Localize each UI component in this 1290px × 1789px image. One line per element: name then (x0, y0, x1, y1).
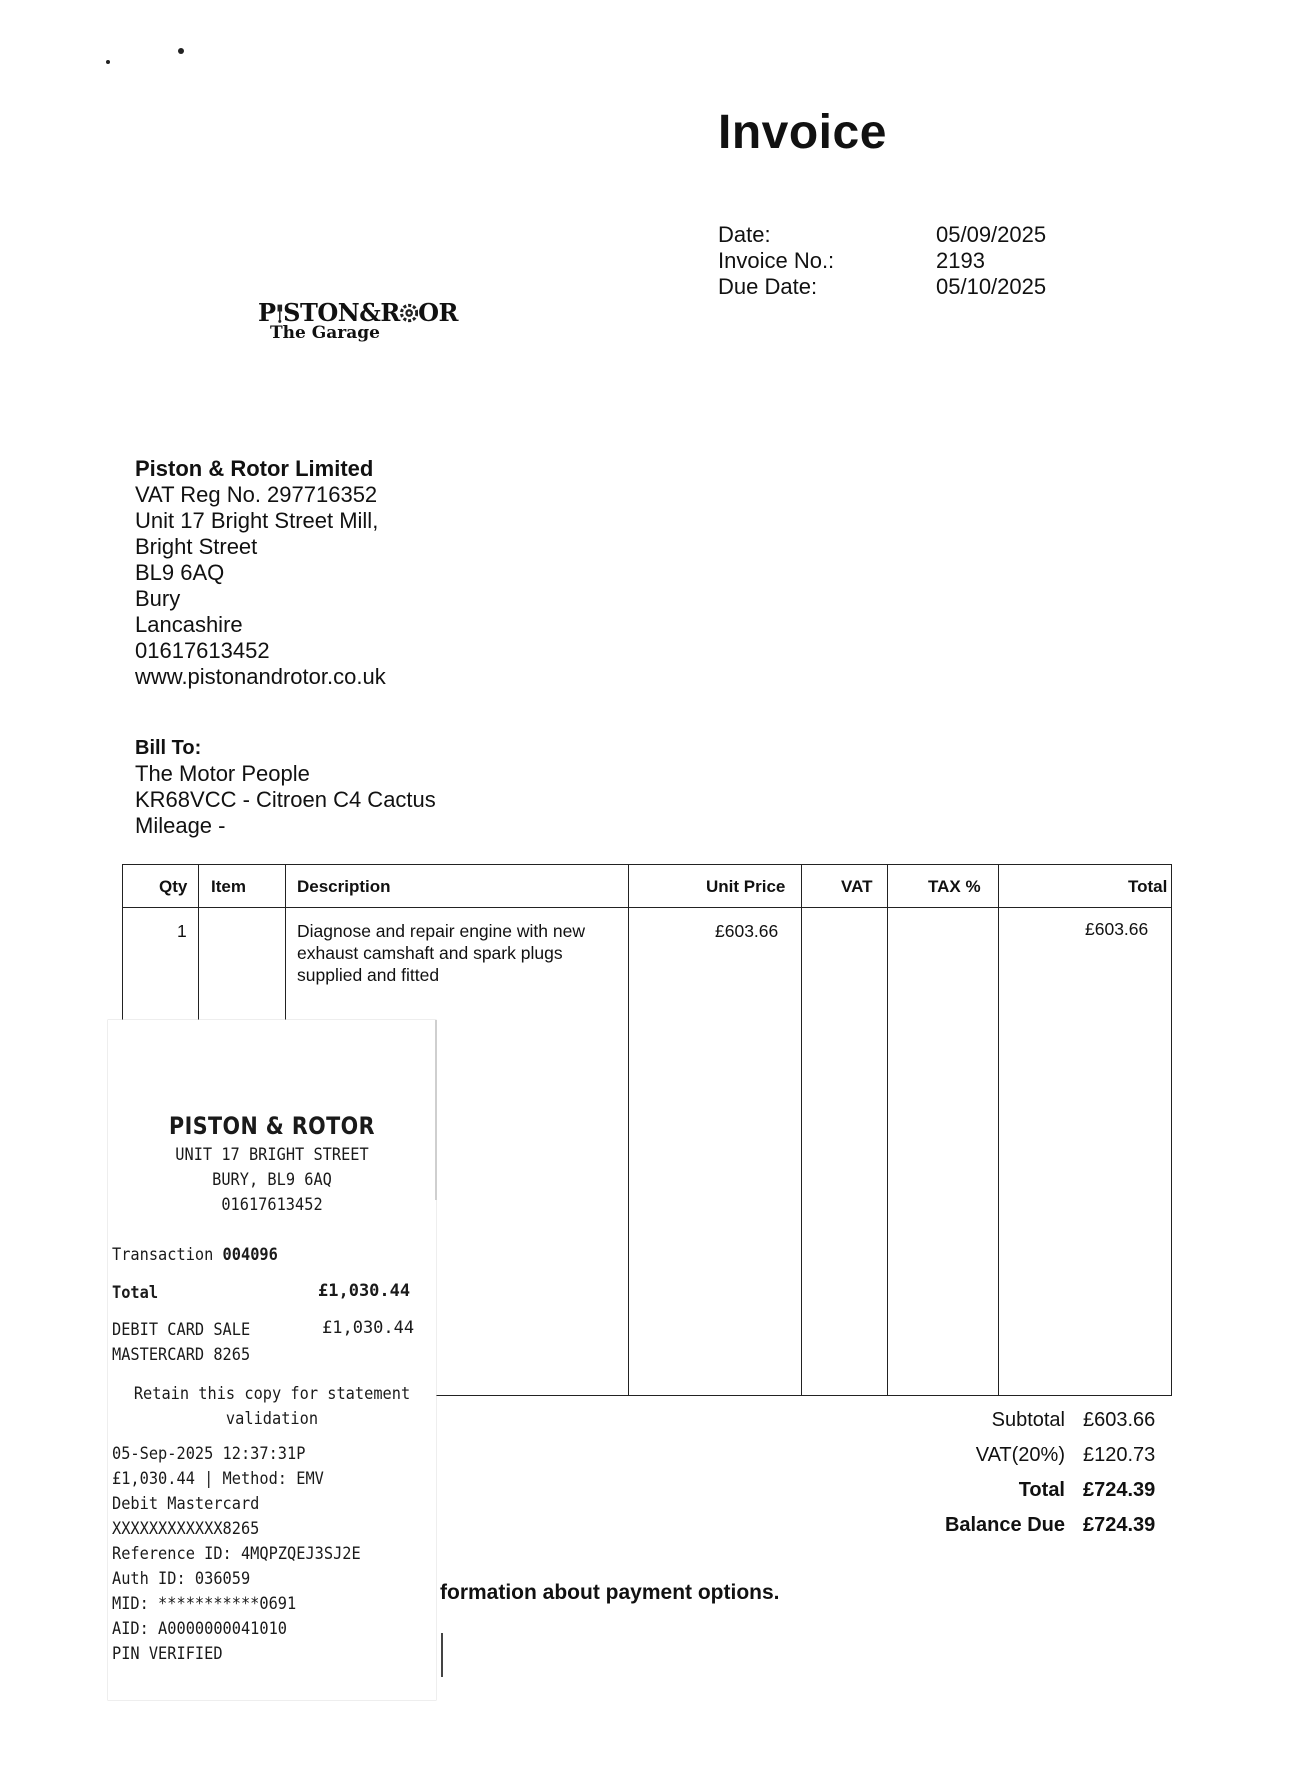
receipt-detail-reference: Reference ID: 4MQPZQEJ3SJ2E (112, 1544, 361, 1564)
meta-due-date-label: Due Date: (718, 274, 818, 299)
receipt-detail-card-number: XXXXXXXXXXXX8265 (112, 1519, 260, 1539)
row-description-line: Diagnose and repair engine with new (297, 921, 585, 941)
receipt-total-label: Total (112, 1283, 159, 1303)
header-unit-price: Unit Price (706, 877, 786, 896)
company-town: Bury (135, 586, 181, 611)
table-col-divider (998, 865, 999, 1395)
receipt-address (124, 1143, 419, 1218)
meta-row-invoice-no (718, 248, 1046, 274)
scan-mark (441, 1633, 443, 1677)
receipt-transaction (112, 1245, 278, 1265)
scan-speck (178, 48, 184, 54)
receipt-detail-datetime: 05-Sep-2025 12:37:31P (112, 1444, 306, 1464)
receipt-sale-amount: £1,030.44 (322, 1318, 415, 1338)
row-qty: 1 (177, 921, 187, 941)
meta-due-date-value: 05/10/2025 (936, 274, 1047, 299)
totals-subtotal-row (905, 1403, 1165, 1438)
receipt-transaction-no: 004096 (222, 1245, 278, 1265)
bill-to (135, 735, 436, 839)
invoice-title: Invoice (718, 106, 887, 159)
logo-letter-r: R (380, 298, 400, 327)
header-tax: TAX % (928, 877, 981, 896)
company-details (135, 456, 386, 690)
receipt-details (112, 1442, 361, 1667)
receipt-detail-mid: MID: ***********0691 (112, 1594, 297, 1614)
company-name: Piston & Rotor Limited (135, 456, 374, 481)
vat-label: VAT(20%) (975, 1444, 1065, 1466)
logo-text-or: OR (418, 298, 458, 327)
receipt-detail-method: £1,030.44 | Method: EMV (112, 1469, 324, 1489)
meta-date-value: 05/09/2025 (936, 222, 1047, 247)
receipt-retain-note (124, 1382, 419, 1432)
table-col-divider (628, 865, 629, 1395)
card-receipt (108, 1020, 436, 1700)
receipt-detail-pin: PIN VERIFIED (112, 1644, 223, 1664)
receipt-sale-label: DEBIT CARD SALE (112, 1320, 251, 1340)
receipt-card: MASTERCARD 8265 (112, 1345, 251, 1365)
bill-to-vehicle: KR68VCC - Citroen C4 Cactus (135, 787, 436, 812)
receipt-address1: UNIT 17 BRIGHT STREET (175, 1145, 369, 1165)
subtotal-label: Subtotal (991, 1409, 1065, 1431)
row-total: £603.66 (1085, 919, 1149, 939)
balance-due-label: Balance Due (944, 1514, 1065, 1536)
meta-invoice-no-label: Invoice No.: (718, 248, 835, 273)
company-vat: VAT Reg No. 297716352 (135, 482, 378, 507)
balance-due-value: £724.39 (1083, 1514, 1156, 1536)
company-address1: Unit 17 Bright Street Mill, (135, 508, 379, 533)
table-col-divider (887, 865, 888, 1395)
meta-date-label: Date: (718, 222, 771, 247)
header-item: Item (211, 877, 246, 896)
total-value: £724.39 (1083, 1479, 1156, 1501)
invoice-meta (718, 222, 1046, 300)
bill-to-customer: The Motor People (135, 761, 310, 786)
row-unit-price: £603.66 (715, 921, 779, 941)
row-description-line: exhaust camshaft and spark plugs (297, 943, 563, 963)
scan-speck (106, 60, 110, 64)
header-qty: Qty (159, 877, 188, 896)
bill-to-mileage: Mileage - (135, 813, 226, 838)
receipt-edge-shadow (435, 1020, 437, 1200)
totals-balance-row (905, 1508, 1165, 1543)
receipt-retain-line1: Retain this copy for statement (133, 1384, 411, 1404)
meta-row-due-date (718, 274, 1046, 300)
company-website: www.pistonandrotor.co.uk (135, 664, 386, 689)
header-vat: VAT (841, 877, 873, 896)
row-description (297, 920, 585, 986)
company-county: Lancashire (135, 612, 243, 637)
receipt-detail-card-type: Debit Mastercard (112, 1494, 260, 1514)
receipt-retain-line2: validation (225, 1409, 319, 1429)
vat-value: £120.73 (1083, 1444, 1156, 1466)
table-header-divider (123, 907, 1171, 908)
rotor-gear-icon (400, 300, 418, 326)
logo-tagline: The Garage (270, 323, 380, 343)
company-phone: 01617613452 (135, 638, 270, 663)
subtotal-value: £603.66 (1083, 1409, 1156, 1431)
totals-total-row (905, 1473, 1165, 1508)
meta-row-date (718, 222, 1046, 248)
totals-block (905, 1403, 1165, 1543)
receipt-address2: BURY, BL9 6AQ (212, 1170, 332, 1190)
logo-letter-p: P (258, 298, 276, 327)
receipt-phone: 01617613452 (221, 1195, 323, 1215)
table-col-divider (801, 865, 802, 1395)
total-label: Total (1018, 1479, 1065, 1501)
header-total: Total (1128, 877, 1168, 896)
receipt-transaction-label: Transaction (112, 1245, 214, 1265)
row-description-line: supplied and fitted (297, 965, 440, 985)
header-description: Description (297, 877, 391, 896)
meta-invoice-no-value: 2193 (936, 248, 985, 273)
receipt-detail-auth: Auth ID: 036059 (112, 1569, 251, 1589)
receipt-title: PISTON & ROTOR (169, 1112, 375, 1140)
totals-vat-row (905, 1438, 1165, 1473)
bill-to-heading: Bill To: (135, 737, 202, 759)
company-logo (258, 298, 458, 356)
logo-text-ston: STON& (283, 298, 381, 327)
company-postcode: BL9 6AQ (135, 560, 225, 585)
company-address2: Bright Street (135, 534, 258, 559)
receipt-detail-aid: AID: A0000000041010 (112, 1619, 288, 1639)
receipt-total-value: £1,030.44 (318, 1281, 411, 1301)
payment-options-note: formation about payment options. (440, 1581, 780, 1604)
piston-icon (276, 300, 284, 326)
